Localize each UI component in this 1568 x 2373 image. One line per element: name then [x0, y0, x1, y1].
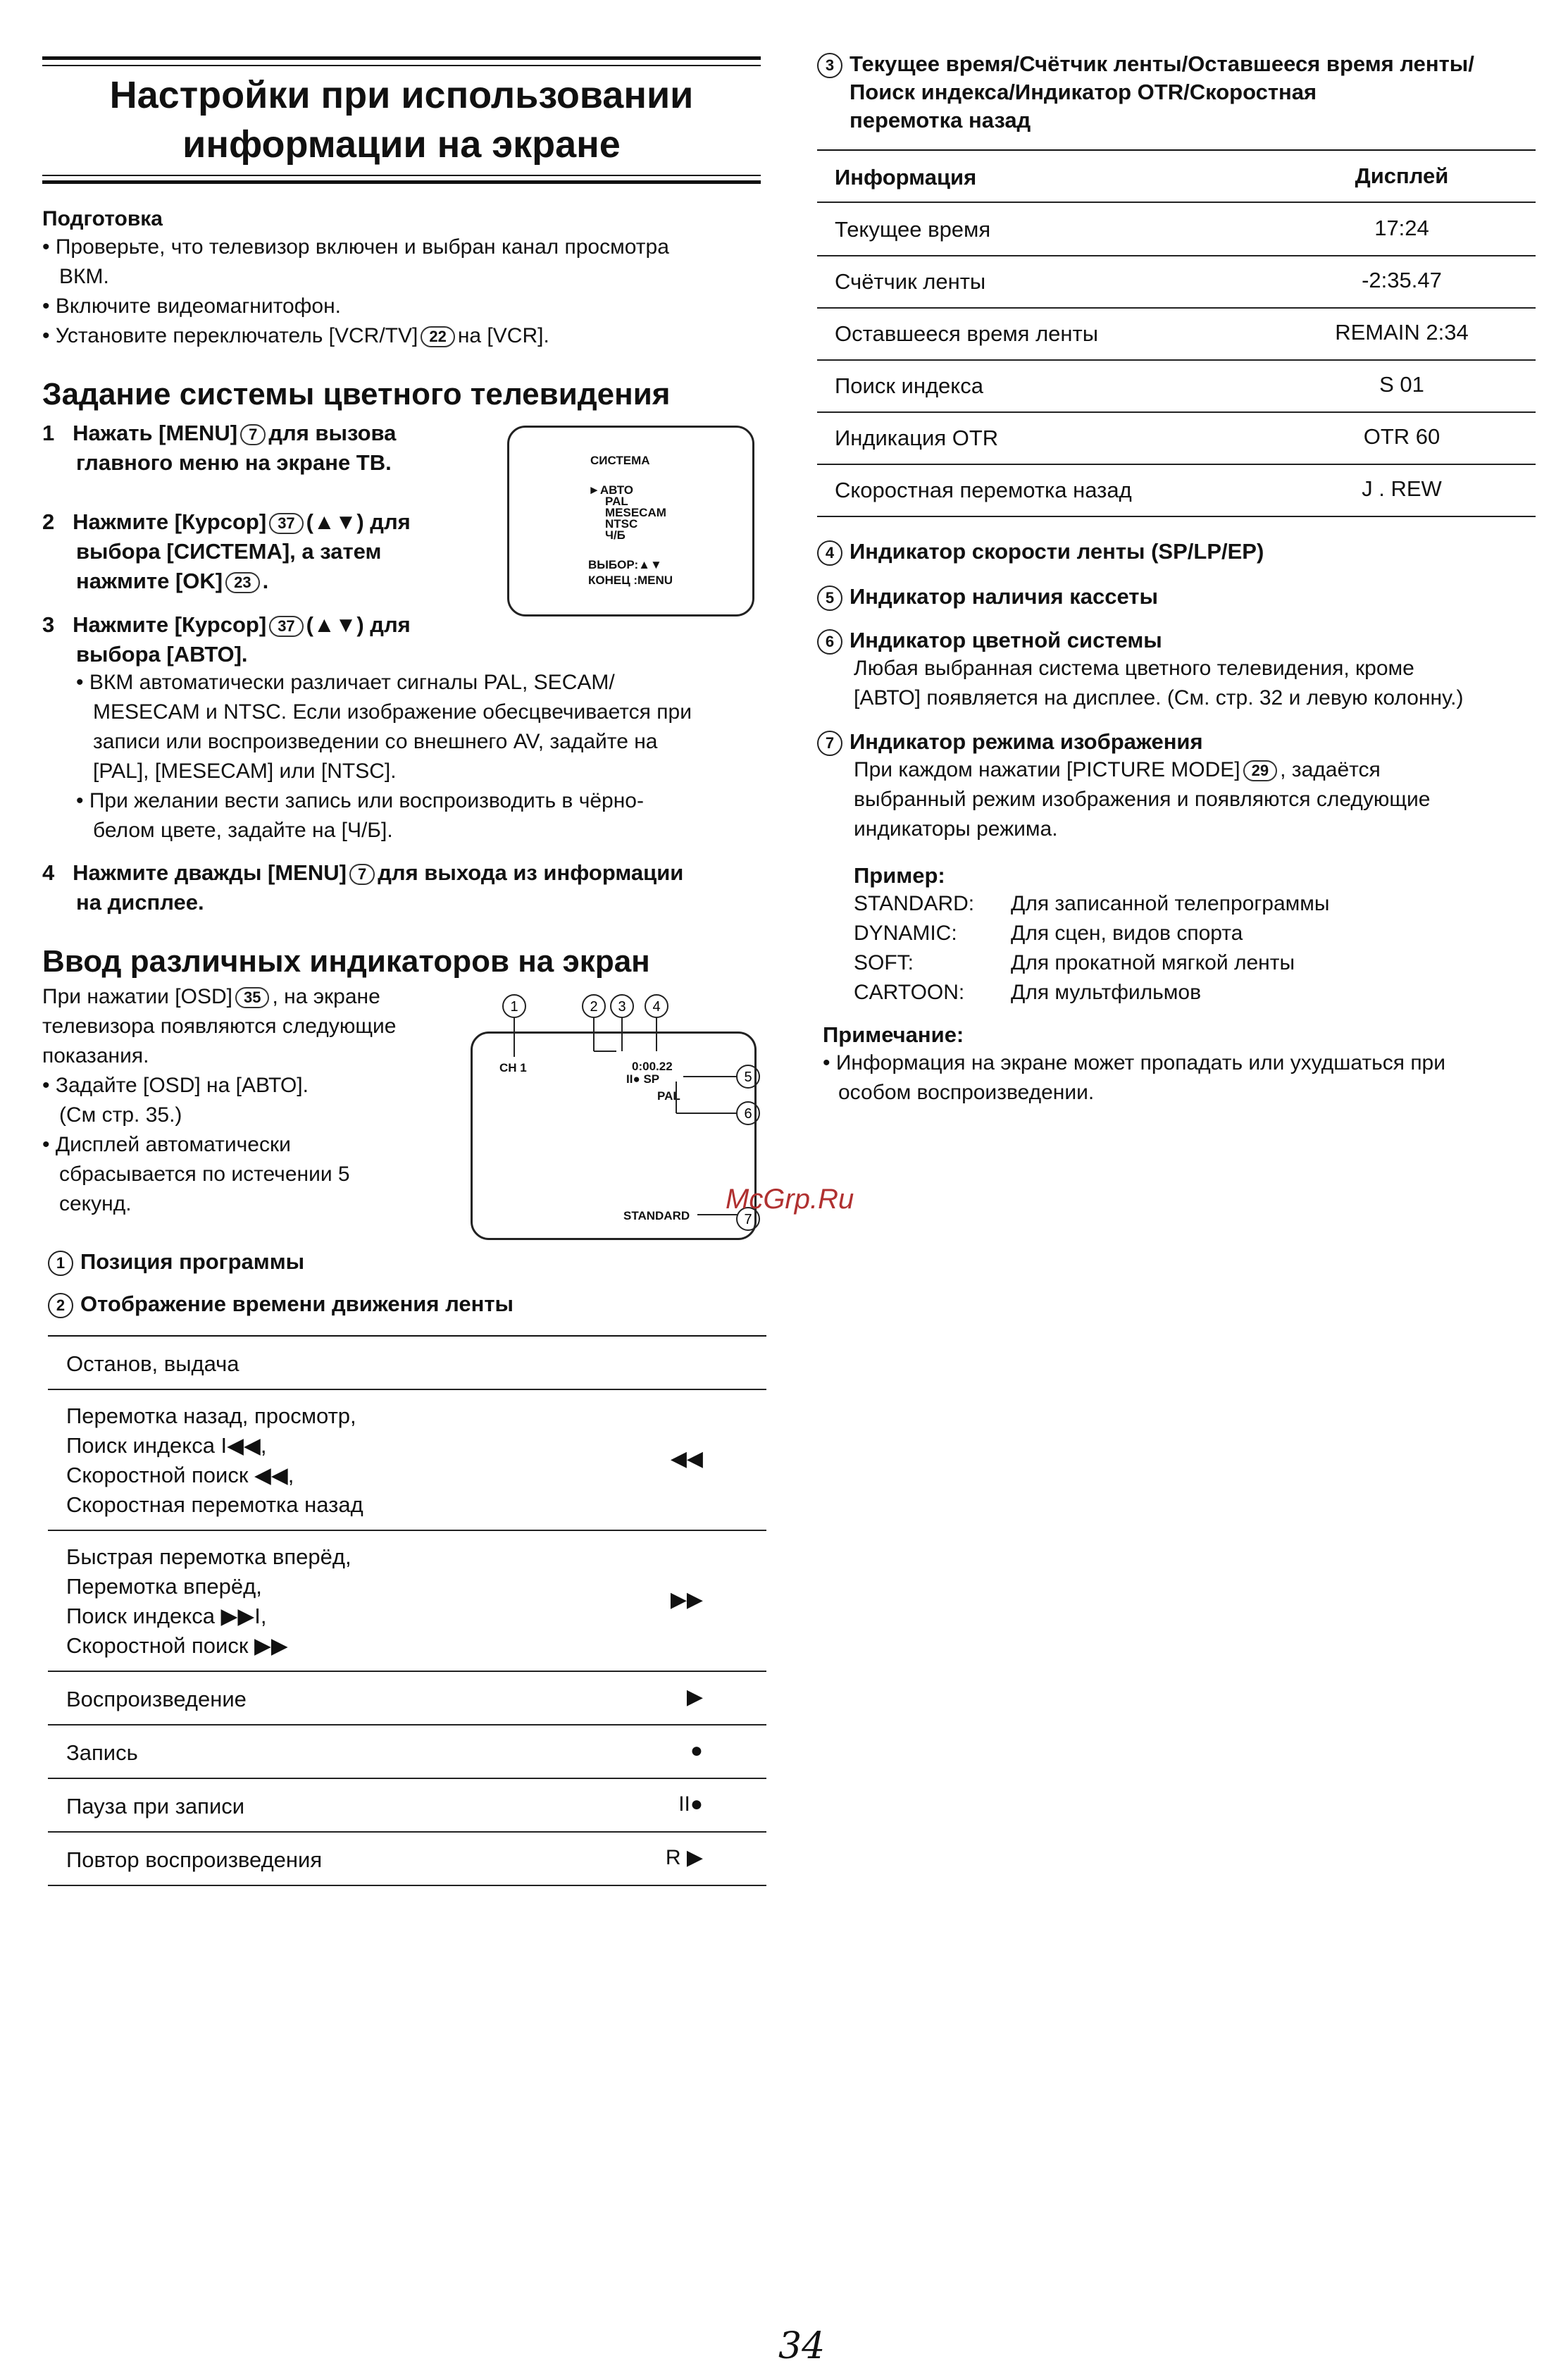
prep-item: • Проверьте, что телевизор включен и выбран канал просмотра — [42, 235, 669, 259]
info-table-row — [817, 464, 1536, 517]
tape-table-label-line: Останов, выдача — [66, 1351, 239, 1376]
indicators-bullet: • Задайте [OSD] на [АВТО]. — [42, 1074, 309, 1097]
tape-table-label — [66, 1542, 351, 1661]
info-table-row — [817, 203, 1536, 256]
page-title: Настройки при использовании информации на экране — [109, 74, 694, 166]
info-table-info: Оставшееся время ленты — [835, 321, 1099, 346]
step-3-bullet: [PAL], [MESECAM] или [NTSC]. — [93, 760, 397, 783]
tv-menu-item: MESECAM — [605, 506, 666, 519]
tape-table-symbol: ● — [690, 1739, 703, 1762]
item-7-text: выбранный режим изображения и появляются следующие — [854, 788, 1431, 811]
step-2-cont: выбора [СИСТЕМА], а затем — [76, 539, 382, 564]
example-desc: Для записанной телепрограммы — [1011, 892, 1330, 915]
info-table-row — [817, 307, 1536, 361]
info-table-info: Счётчик ленты — [835, 269, 986, 294]
indicators-bullet: сбрасывается по истечении 5 — [59, 1163, 350, 1186]
item-1-heading: 1 Позиция программы — [48, 1247, 304, 1277]
indicators-bullet: (См стр. 35.) — [59, 1103, 182, 1127]
osd-color-system: PAL — [657, 1089, 680, 1103]
info-table-display: -2:35.47 — [1362, 268, 1442, 292]
prep-item: • Включите видеомагнитофон. — [42, 295, 341, 318]
tape-table-label-line: Скоростная перемотка назад — [66, 1492, 363, 1517]
indicators-bullet: секунд. — [59, 1192, 132, 1215]
tape-table-row — [48, 1779, 766, 1833]
step-3-bullet: • ВКМ автоматически различает сигналы PAL, SECAM/ — [76, 671, 615, 694]
item-3-heading-cont2: перемотка назад — [850, 108, 1031, 132]
tape-table-row — [48, 1390, 766, 1531]
osd-channel: CH 1 — [499, 1061, 527, 1074]
title-rule-bottom-thin — [42, 175, 761, 176]
item-3-heading: 3 Текущее время/Счётчик ленты/Оставшееся время ленты/ — [817, 49, 1474, 79]
info-table-row — [817, 359, 1536, 413]
example-mode: SOFT: — [854, 951, 914, 974]
example-heading: Пример: — [854, 863, 945, 888]
callout-6: 6 — [744, 1106, 752, 1122]
tape-table-label — [66, 1845, 322, 1875]
tape-table-label-line: Повтор воспроизведения — [66, 1847, 323, 1872]
tape-table-label-line: Воспроизведение — [66, 1687, 247, 1711]
page-number: 34 — [778, 2325, 826, 2367]
section-heading-color-system: Задание системы цветного телевидения — [42, 377, 671, 411]
item-7-heading: 7 Индикатор режима изображения — [817, 727, 1203, 757]
item-6-text: Любая выбранная система цветного телевидения, кроме — [854, 657, 1414, 680]
osd-speed: II● SP — [626, 1072, 660, 1086]
tape-table-row — [48, 1531, 766, 1672]
callout-2: 2 — [590, 999, 598, 1015]
example-desc: Для сцен, видов спорта — [1011, 922, 1243, 945]
tape-table-label-line: Скоростной поиск ◀◀, — [66, 1463, 294, 1487]
tape-table-label-line: Поиск индекса I◀◀, — [66, 1433, 267, 1458]
note-text: особом воспроизведении. — [838, 1081, 1095, 1104]
step-4-cont: на дисплее. — [76, 890, 204, 915]
tape-table-row — [48, 1672, 766, 1725]
tape-table-label — [66, 1738, 138, 1768]
example-mode: CARTOON: — [854, 981, 965, 1004]
item-7-text: индикаторы режима. — [854, 817, 1058, 841]
tape-table-row — [48, 1833, 766, 1886]
info-table-row — [817, 411, 1536, 465]
example-desc: Для мультфильмов — [1011, 981, 1202, 1004]
callout-5: 5 — [744, 1070, 752, 1085]
indicators-bullet: • Дисплей автоматически — [42, 1133, 291, 1156]
step-3: 3 Нажмите [Курсор] 37 (▲▼) для — [42, 612, 411, 637]
tape-table-label-line: Перемотка назад, просмотр, — [66, 1404, 356, 1428]
osd-picture-mode: STANDARD — [623, 1209, 690, 1222]
step-2-cont2: нажмите [OK] 23 . — [76, 569, 269, 593]
tape-table-label-line: Поиск индекса ▶▶I, — [66, 1604, 267, 1628]
title-rule-top-thin — [42, 65, 761, 66]
tape-table-label — [66, 1685, 247, 1714]
step-4: 4 Нажмите дважды [MENU] 7 для выхода из информации — [42, 860, 684, 885]
tape-table-symbol: ▶ — [686, 1685, 703, 1709]
tv-menu-select: ВЫБОР:▲▼ — [588, 558, 662, 571]
info-table-display: REMAIN 2:34 — [1335, 320, 1469, 345]
info-table-info: Индикация OTR — [835, 426, 999, 450]
item-5-heading: 5 Индикатор наличия кассеты — [817, 582, 1158, 612]
info-table-info: Скоростная перемотка назад — [835, 478, 1132, 502]
tape-table-row — [48, 1337, 766, 1390]
info-table-display: S 01 — [1379, 372, 1424, 397]
tv-menu-title: СИСТЕМА — [590, 454, 650, 467]
item-6-text: [АВТО] появляется на дисплее. (См. стр. 32 и левую колонну.) — [854, 686, 1464, 710]
tape-table-label-line: Пауза при записи — [66, 1794, 245, 1819]
step-3-bullet: записи или воспроизведении со внешнего AV, задайте на — [93, 730, 658, 753]
info-table-info: Поиск индекса — [835, 373, 983, 398]
callout-4: 4 — [652, 999, 661, 1015]
tape-table-label-line: Запись — [66, 1740, 138, 1765]
tape-table-symbol: ▶▶ — [670, 1588, 703, 1611]
callout-3: 3 — [618, 999, 626, 1015]
item-4-heading: 4 Индикатор скорости ленты (SP/LP/EP) — [817, 537, 1264, 566]
info-table-display: 17:24 — [1374, 216, 1429, 240]
tape-table-symbol: R ▶ — [665, 1846, 703, 1869]
step-1: 1 Нажать [MENU] 7 для вызова — [42, 421, 397, 445]
item-3-heading-cont: Поиск индекса/Индикатор OTR/Скоростная — [850, 80, 1317, 104]
indicators-text: При нажатии [OSD] 35 , на экране — [42, 985, 380, 1008]
prep-item: ВКМ. — [59, 265, 109, 288]
watermark: McGrp.Ru — [726, 1184, 854, 1215]
example-mode: STANDARD: — [854, 892, 975, 915]
tv-menu-screen — [507, 426, 754, 617]
example-desc: Для прокатной мягкой ленты — [1011, 951, 1295, 974]
tape-table-label — [66, 1349, 239, 1379]
info-table-display: OTR 60 — [1363, 424, 1441, 449]
step-1-cont: главного меню на экране ТВ. — [76, 450, 392, 475]
step-3-bullet: белом цвете, задайте на [Ч/Б]. — [93, 819, 393, 842]
tape-table-symbol: ◀◀ — [670, 1447, 703, 1470]
note-heading: Примечание: — [823, 1022, 964, 1047]
info-table-display: J . REW — [1362, 476, 1442, 501]
tape-table-label-line: Перемотка вперёд, — [66, 1574, 262, 1599]
info-table-info: Текущее время — [835, 217, 991, 242]
key-badge: 22 — [421, 326, 454, 347]
step-3-bullet: MESECAM и NTSC. Если изображение обесцвечивается при — [93, 700, 692, 724]
step-3-cont: выбора [АВТО]. — [76, 642, 248, 667]
tape-table-label-line: Быстрая перемотка вперёд, — [66, 1544, 351, 1569]
step-3-bullet: • При желании вести запись или воспроизводить в чёрно- — [76, 789, 644, 812]
tv-menu-end: КОНЕЦ :MENU — [588, 574, 673, 587]
item-2-heading: 2 Отображение времени движения ленты — [48, 1289, 514, 1319]
prep-item: • Установите переключатель [VCR/TV] 22 на [VCR]. — [42, 324, 549, 347]
title-rule-bottom — [42, 180, 761, 184]
indicators-text: показания. — [42, 1044, 149, 1067]
osd-time: 0:00.22 — [632, 1060, 673, 1073]
prep-heading: Подготовка — [42, 207, 163, 230]
item-7-text: При каждом нажатии [PICTURE MODE] 29 , задаётся — [854, 758, 1381, 781]
tv-menu-item: Ч/Б — [605, 528, 626, 542]
tv-menu-item: NTSC — [605, 517, 638, 531]
step-2: 2 Нажмите [Курсор] 37 (▲▼) для — [42, 509, 411, 534]
item-6-heading: 6 Индикатор цветной системы — [817, 626, 1162, 655]
note-text: • Информация на экране может пропадать или ухудшаться при — [823, 1051, 1446, 1074]
info-table-header: Информация Дисплей — [817, 151, 1536, 203]
title-rule-top — [42, 56, 761, 60]
callout-1: 1 — [510, 999, 518, 1015]
tape-table-label — [66, 1792, 244, 1821]
tape-table-row — [48, 1725, 766, 1779]
example-mode: DYNAMIC: — [854, 922, 957, 945]
tv-menu-item: ►АВТО — [588, 483, 633, 497]
tv-menu-item: PAL — [605, 495, 628, 508]
tape-table-label-line: Скоростной поиск ▶▶ — [66, 1633, 288, 1658]
tape-table-label — [66, 1401, 363, 1520]
section-heading-indicators: Ввод различных индикаторов на экран — [42, 944, 650, 979]
tape-table-symbol: II● — [678, 1792, 703, 1816]
indicators-text: телевизора появляются следующие — [42, 1015, 397, 1038]
info-table-row — [817, 255, 1536, 309]
callout-7: 7 — [744, 1212, 752, 1227]
